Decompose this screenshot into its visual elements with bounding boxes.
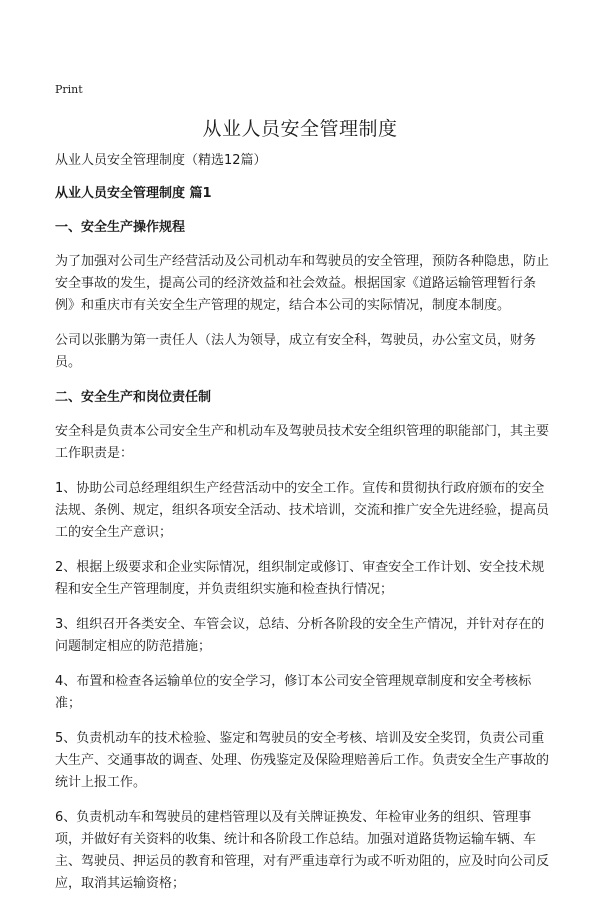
section-heading-1: 一、安全生产操作规程 — [55, 220, 186, 235]
paragraph: 5、负责机动车的技术检验、鉴定和驾驶员的安全考核、培训及安全奖罚，负责公司重大生产、交通事故的调查、处理、伤残鉴定及保险理赔善后工作。负责安全生产事故的统计上报工作。 — [55, 731, 550, 790]
paragraph: 6、负责机动车和驾驶员的建档管理以及有关牌证换发、年检审业务的组织、管理事项，并做好有关资料的收集、统计和各阶段工作总结。加强对道路货物运输车辆、车主、驾驶员、押运员的教育和管理，对有严重违章行为或不听劝阻的，应及时向公司反应，取消其运输资格； — [55, 810, 550, 891]
paragraph: 2、根据上级要求和企业实际情况，组织制定或修订、审查安全工作计划、安全技术规程和安全生产管理制度，并负责组织实施和检查执行情况； — [55, 560, 545, 597]
paragraph: 安全科是负责本公司安全生产和机动车及驾驶员技术安全组织管理的职能部门，其主要工作职责是： — [55, 424, 550, 461]
section-heading-2: 二、安全生产和岗位责任制 — [55, 390, 212, 405]
document-subtitle: 从业人员安全管理制度（精选12篇） — [55, 153, 267, 168]
document-body — [55, 150, 551, 908]
paragraph: 3、组织召开各类安全、车管会议，总结、分析各阶段的安全生产情况，并针对存在的问题制定相应的防范措施； — [55, 617, 545, 654]
paragraph: 公司以张鹏为第一责任人（法人为领导，成立有安全科，驾驶员，办公室文员，财务员。 — [55, 333, 537, 370]
article-heading: 从业人员安全管理制度 篇1 — [55, 186, 212, 201]
page-title: 从业人员安全管理制度 — [202, 118, 398, 140]
paragraph: 为了加强对公司生产经营活动及公司机动车和驾驶员的安全管理，预防各种隐患，防止安全事故的发生，提高公司的经济效益和社会效益。根据国家《道路运输管理暂行条例》和重庆市有关安全生产管理的规定，结合本公司的实际情况，制度本制度。 — [55, 254, 550, 313]
paragraph: 4、布置和检查各运输单位的安全学习，修订本公司安全管理规章制度和安全考核标准； — [55, 674, 532, 711]
print-link[interactable]: Print — [55, 83, 83, 96]
paragraph: 1、协助公司总经理组织生产经营活动中的安全工作。宣传和贯彻执行政府颁布的安全法规、条例、规定，组织各项安全活动、技术培训，交流和推广安全先进经验，提高员工的安全生产意识； — [55, 481, 550, 540]
